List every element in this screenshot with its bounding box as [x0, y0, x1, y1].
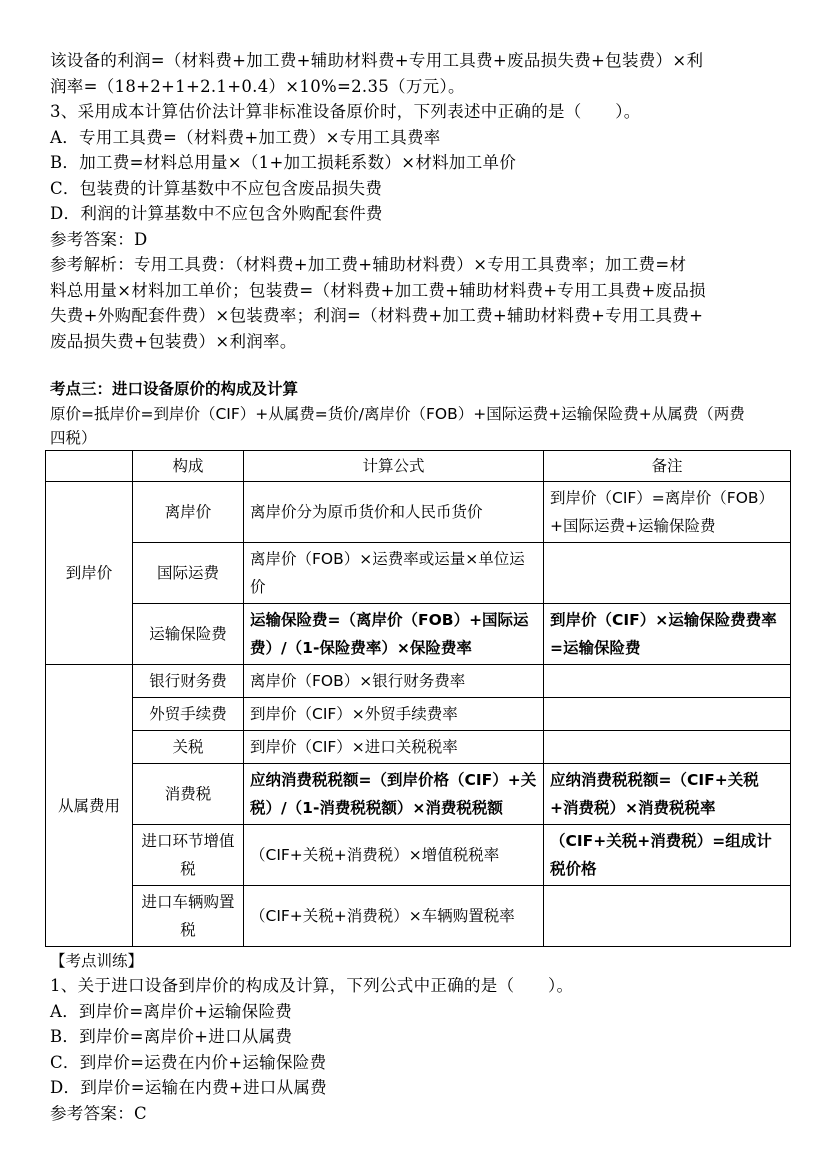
answer: 参考答案：D — [50, 229, 148, 249]
note-cell: 到岸价（CIF）=离岸价（FOB）+国际运费+运输保险费 — [544, 482, 791, 543]
import-equipment-table — [45, 450, 791, 947]
analysis-line: 参考解析：专用工具费：（材料费+加工费+辅助材料费）×专用工具费率；加工费=材 — [50, 255, 687, 274]
analysis-line: 失费+外购配套件费）×包装费率；利润=（材料费+加工费+辅助材料费+专用工具费+ — [50, 306, 704, 325]
note-cell — [544, 731, 791, 764]
question-stem: 1、关于进口设备到岸价的构成及计算，下列公式中正确的是（ ）。 — [50, 976, 574, 995]
item-cell: 外贸手续费 — [133, 698, 244, 731]
header-cell: 备注 — [544, 451, 791, 482]
formula-cell: 应纳消费税税额=（到岸价格（CIF）+关税）/（1-消费税税额）×消费税税额 — [244, 764, 544, 825]
item-cell: 关税 — [133, 731, 244, 764]
group-cell-fees: 从属费用 — [46, 665, 133, 947]
formula-cell: 离岸价分为原币货价和人民币货价 — [244, 482, 544, 543]
note-cell — [544, 698, 791, 731]
group-cell-cif: 到岸价 — [46, 482, 133, 665]
note-cell: （CIF+关税+消费税）=组成计税价格 — [544, 825, 791, 886]
section-formula — [50, 402, 790, 450]
item-cell: 运输保险费 — [133, 604, 244, 665]
formula-line: 原价=抵岸价=到岸价（CIF）+从属费=货价/离岸价（FOB）+国际运费+运输保险费+从属费（两费 — [50, 405, 745, 423]
formula-cell: （CIF+关税+消费税）×车辆购置税率 — [244, 886, 544, 947]
item-cell: 离岸价 — [133, 482, 244, 543]
analysis-line: 料总用量×材料加工单价；包装费=（材料费+加工费+辅助材料费+专用工具费+废品损 — [50, 280, 706, 300]
table-row — [46, 604, 791, 665]
option-b: B．到岸价=离岸价+进口从属费 — [50, 1027, 293, 1046]
header-cell — [46, 451, 133, 482]
item-cell: 国际运费 — [133, 543, 244, 604]
formula-cell: 到岸价（CIF）×外贸手续费率 — [244, 698, 544, 731]
item-cell: 进口环节增值税 — [133, 825, 244, 886]
option-b: B．加工费=材料总用量×（1+加工损耗系数）×材料加工单价 — [50, 153, 517, 172]
note-cell: 应纳消费税税额=（CIF+关税+消费税）×消费税税率 — [544, 764, 791, 825]
formula-cell: 离岸价（FOB）×运费率或运量×单位运价 — [244, 543, 544, 604]
option-d: D．利润的计算基数中不应包含外购配套件费 — [50, 204, 383, 223]
item-cell: 进口车辆购置税 — [133, 886, 244, 947]
table-row — [46, 764, 791, 825]
note-cell — [544, 886, 791, 947]
training-label: 【考点训练】 — [50, 952, 144, 970]
header-cell: 构成 — [133, 451, 244, 482]
formula-cell: （CIF+关税+消费税）×增值税税率 — [244, 825, 544, 886]
table-row — [46, 482, 791, 543]
table-header-row — [46, 451, 791, 482]
question-3 — [50, 99, 790, 354]
note-cell — [544, 543, 791, 604]
section-title: 考点三：进口设备原价的构成及计算 — [50, 380, 299, 398]
note-cell: 到岸价（CIF）×运输保险费费率=运输保险费 — [544, 604, 791, 665]
formula-cell: 运输保险费=（离岸价（FOB）+国际运费）/（1-保险费率）×保险费率 — [244, 604, 544, 665]
table-row — [46, 825, 791, 886]
table-row — [46, 543, 791, 604]
item-cell: 银行财务费 — [133, 665, 244, 698]
formula-cell: 到岸价（CIF）×进口关税税率 — [244, 731, 544, 764]
intro-block — [50, 48, 790, 99]
option-a: A．到岸价=离岸价+运输保险费 — [50, 1001, 293, 1021]
formula-cell: 离岸价（FOB）×银行财务费率 — [244, 665, 544, 698]
answer: 参考答案：C — [50, 1103, 147, 1123]
item-cell: 消费税 — [133, 764, 244, 825]
intro-line: 润率=（18+2+1+2.1+0.4）×10%=2.35（万元）。 — [50, 76, 465, 96]
spacer — [50, 354, 790, 376]
intro-line: 该设备的利润=（材料费+加工费+辅助材料费+专用工具费+废品损失费+包装费）×利 — [50, 51, 704, 70]
analysis-line: 废品损失费+包装费）×利润率。 — [50, 331, 297, 351]
option-a: A．专用工具费=（材料费+加工费）×专用工具费率 — [50, 127, 441, 147]
table-row — [46, 886, 791, 947]
question-stem: 3、采用成本计算估价法计算非标准设备原价时，下列表述中正确的是（ ）。 — [50, 102, 641, 121]
option-c: C．包装费的计算基数中不应包含废品损失费 — [50, 178, 383, 198]
option-c: C．到岸价=运费在内价+运输保险费 — [50, 1052, 327, 1072]
document-page — [50, 48, 790, 1126]
training-question — [50, 973, 790, 1126]
formula-line: 四税） — [50, 429, 97, 447]
table-row — [46, 698, 791, 731]
table-row — [46, 731, 791, 764]
option-d: D．到岸价=运输在内费+进口从属费 — [50, 1078, 327, 1097]
table-row — [46, 665, 791, 698]
header-cell: 计算公式 — [244, 451, 544, 482]
note-cell — [544, 665, 791, 698]
